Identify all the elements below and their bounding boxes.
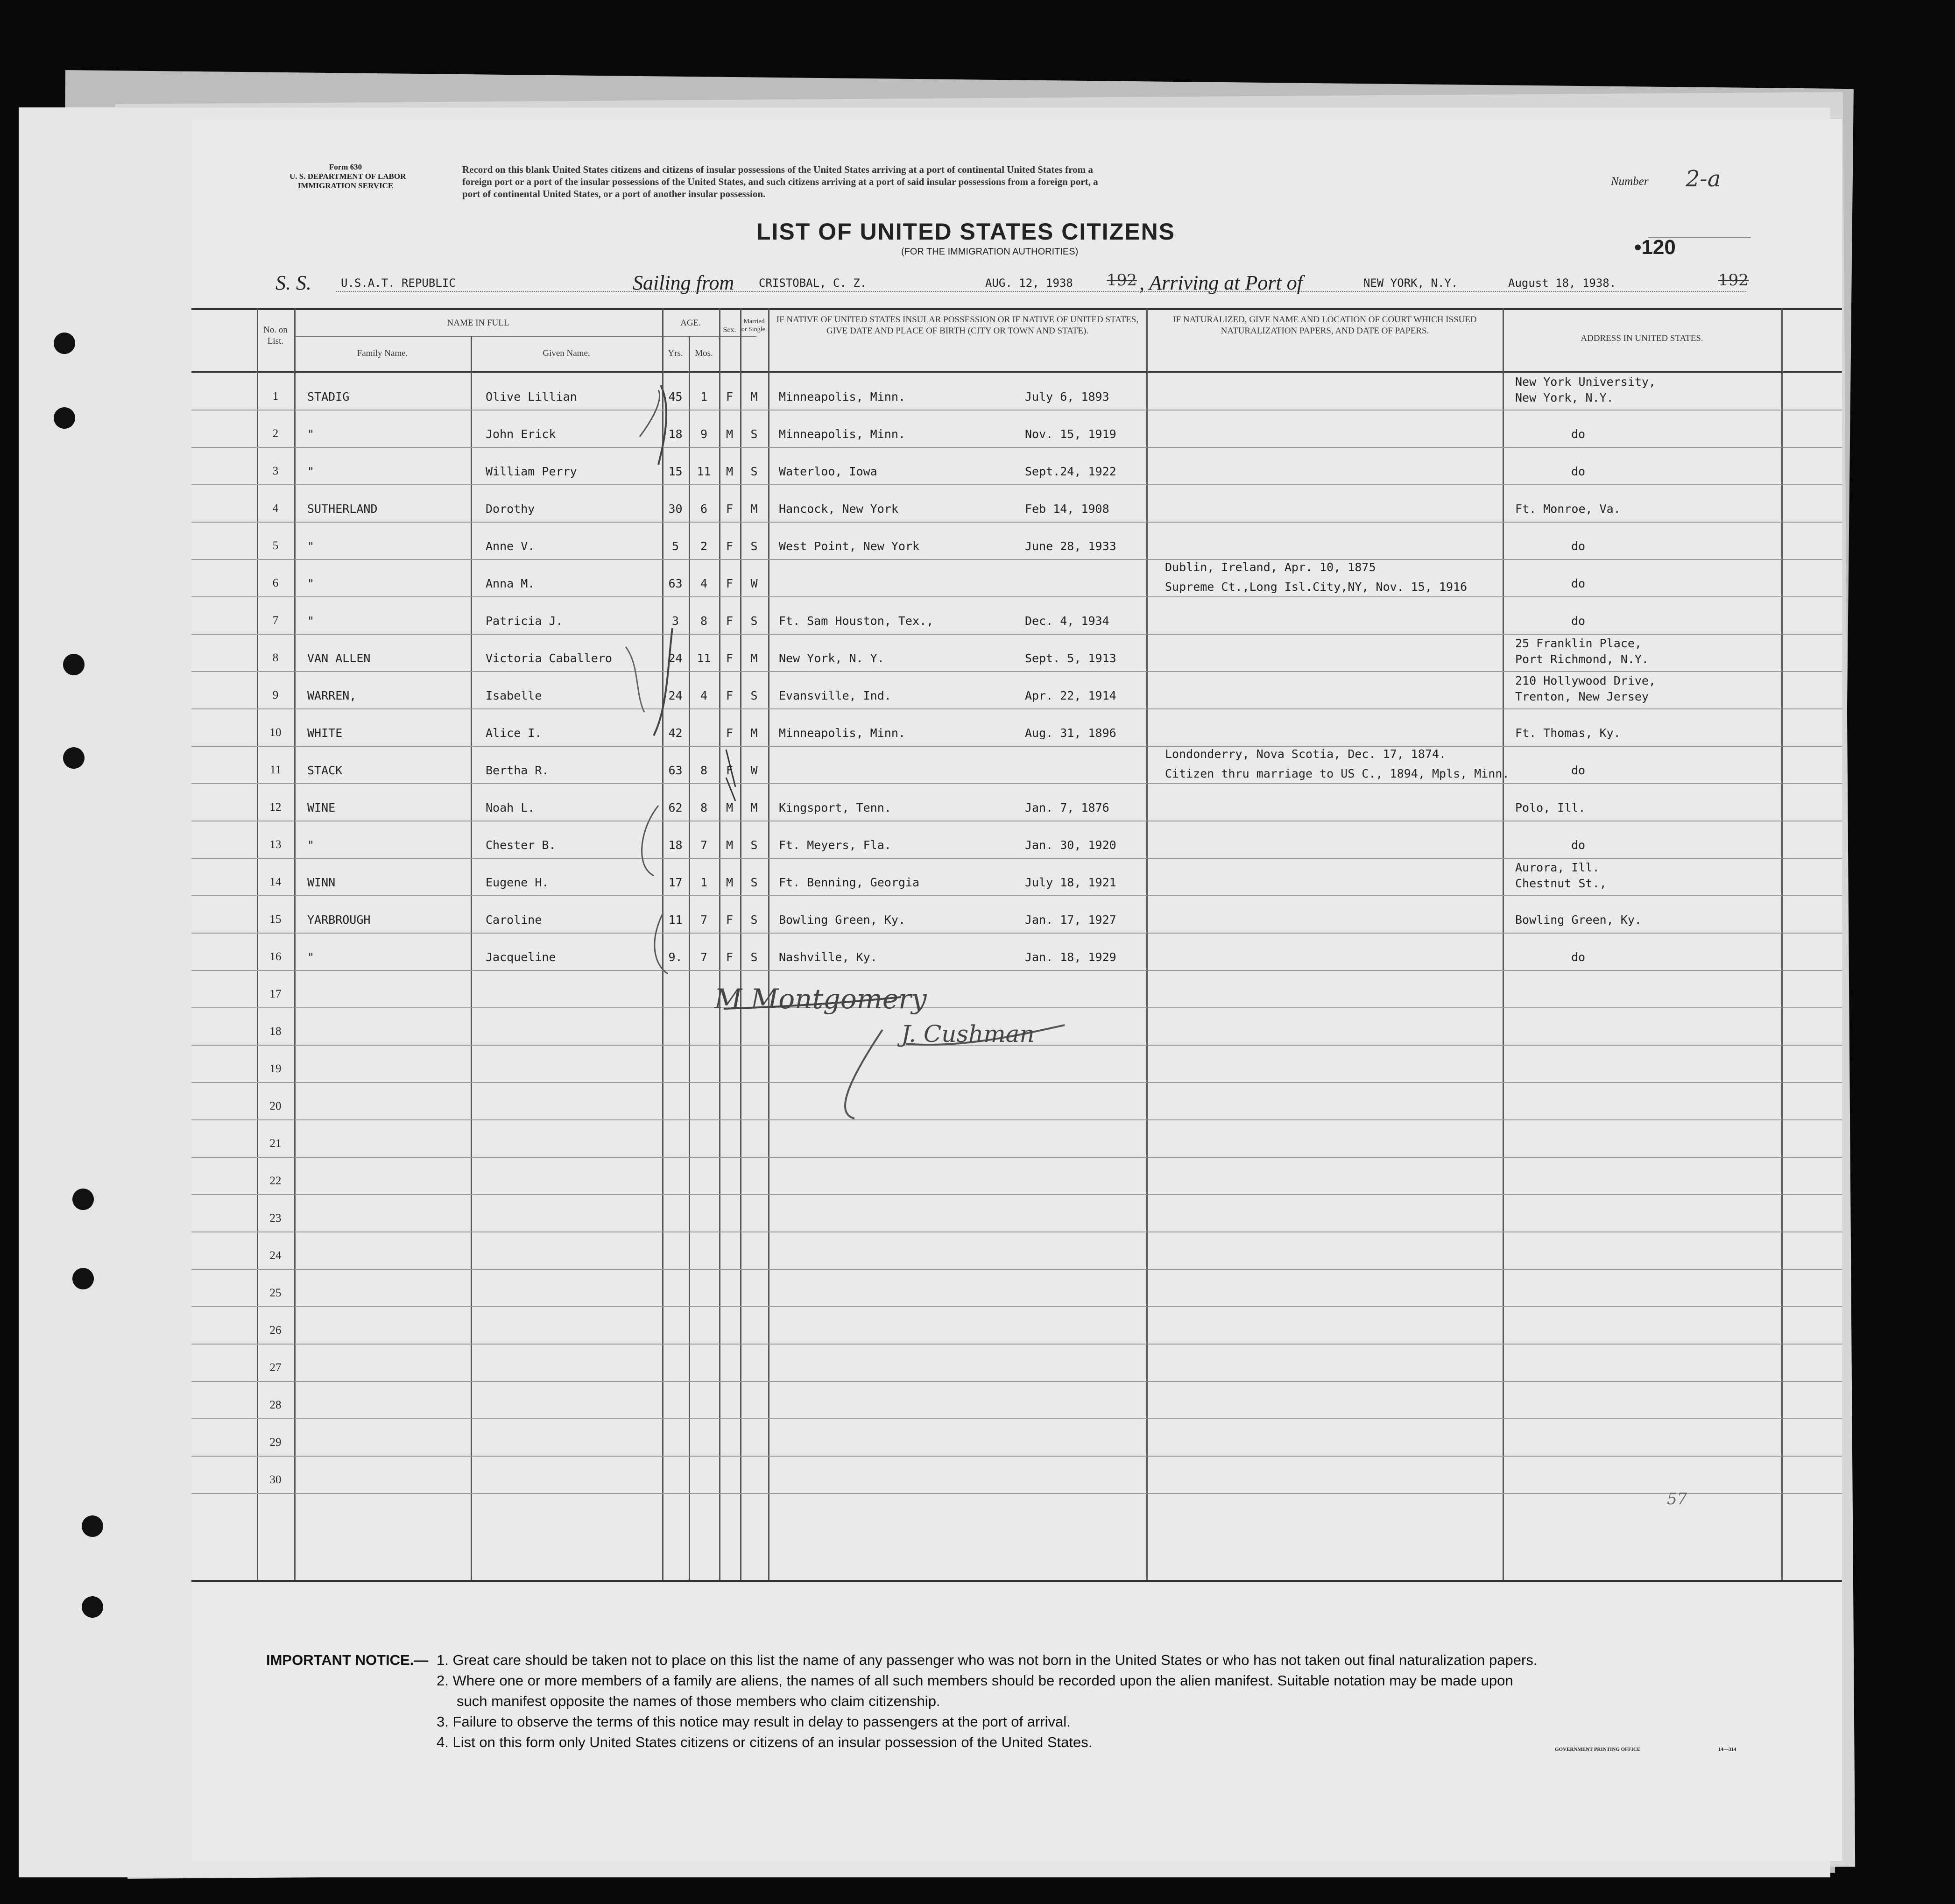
struck-year: 192: [1107, 271, 1137, 290]
row-number: 22: [269, 1175, 282, 1187]
col-header-birth: IF NATIVE OF UNITED STATES INSULAR POSSESSION OR IF NATIVE OF UNITED STATES, GIVE DATE AND PLACE OF BIRTH (CITY OR TOWN AND STATE).: [776, 315, 1139, 336]
age-years: 30: [668, 502, 683, 516]
marital-status: W: [750, 577, 758, 590]
given-name: Chester B.: [486, 838, 556, 852]
sex: F: [726, 913, 734, 927]
birth-place: Nashville, Ky.: [779, 950, 877, 964]
row-number: 28: [269, 1399, 282, 1411]
age-years: 24: [668, 689, 683, 702]
sex: F: [726, 726, 734, 740]
marital-status: S: [750, 689, 758, 702]
address-line-2: New York, N.Y.: [1515, 391, 1614, 404]
naturalization-origin: Dublin, Ireland, Apr. 10, 1875: [1165, 560, 1376, 574]
row-number: 14: [269, 876, 282, 888]
birth-date: Feb 14, 1908: [1025, 502, 1109, 516]
address-line-1: do: [1571, 465, 1586, 478]
row-number: 29: [269, 1436, 282, 1449]
row-number: 4: [272, 502, 279, 515]
row-number: 1: [272, 390, 279, 403]
marital-status: S: [750, 913, 758, 927]
address-line-1: New York University,: [1515, 375, 1656, 389]
row-number: 10: [269, 726, 282, 739]
instruction-line: foreign port or a port of the insular possessions of the United States, and such citizens arriving at a port of said insular possessions from a foreign port, a: [462, 176, 1098, 187]
given-name: Jacqueline: [486, 950, 556, 964]
age-years: 9.: [668, 950, 683, 964]
sex: M: [726, 465, 734, 478]
family-name: WHITE: [307, 726, 343, 740]
sex: F: [726, 614, 734, 628]
col-header-address: ADDRESS IN UNITED STATES.: [1581, 333, 1703, 343]
binder-hole: [82, 1515, 103, 1537]
age-years: 17: [668, 876, 683, 889]
birth-date: Jan. 30, 1920: [1025, 838, 1116, 852]
page-number: •120: [1634, 236, 1676, 259]
family-name: ": [307, 427, 315, 441]
col-header-married: Married or Single.: [741, 318, 767, 333]
family-name: ": [307, 838, 315, 852]
sex: M: [726, 876, 734, 889]
sex: F: [726, 689, 734, 702]
given-name: Isabelle: [486, 689, 542, 702]
sex: F: [726, 651, 734, 665]
birth-place: West Point, New York: [779, 539, 920, 553]
birth-place: Kingsport, Tenn.: [779, 801, 891, 814]
age-years: 15: [668, 465, 683, 478]
family-name: ": [307, 950, 315, 964]
col-header-naturalized: IF NATURALIZED, GIVE NAME AND LOCATION OF COURT WHICH ISSUED NATURALIZATION PAPERS, AND DATE OF PAPERS.: [1173, 315, 1477, 336]
row-number: 8: [272, 651, 279, 664]
given-name: Noah L.: [486, 801, 535, 814]
birth-place: Waterloo, Iowa: [779, 465, 877, 478]
address-line-1: Ft. Monroe, Va.: [1515, 502, 1621, 516]
col-header-sex: Sex.: [723, 326, 736, 334]
birth-date: Jan. 17, 1927: [1025, 913, 1116, 927]
row-number: 11: [269, 764, 282, 776]
marital-status: M: [750, 801, 758, 814]
age-months: 8: [700, 614, 708, 628]
marital-status: W: [750, 764, 758, 777]
given-name: Olive Lillian: [486, 390, 577, 403]
col-header-mos: Mos.: [695, 348, 713, 358]
notice-item: such manifest opposite the names of those members who claim citizenship.: [457, 1693, 940, 1709]
binder-hole: [63, 654, 85, 675]
birth-date: Sept.24, 1922: [1025, 465, 1116, 478]
marital-status: S: [750, 950, 758, 964]
address-line-1: Polo, Ill.: [1515, 801, 1586, 814]
row-number: 12: [269, 801, 282, 814]
age-months: 7: [700, 950, 708, 964]
binder-hole: [63, 747, 85, 769]
arriving-label: , Arriving at Port of: [1139, 271, 1303, 294]
age-months: 9: [700, 427, 708, 441]
given-name: Eugene H.: [486, 876, 549, 889]
age-months: 11: [697, 651, 711, 665]
address-line-1: do: [1571, 427, 1586, 441]
binder-hole: [54, 333, 75, 354]
row-number: 23: [269, 1212, 282, 1225]
col-header-name: NAME IN FULL: [447, 318, 509, 328]
address-line-2: Chestnut St.,: [1515, 877, 1607, 890]
marital-status: S: [750, 427, 758, 441]
given-name: Caroline: [486, 913, 542, 927]
instruction-line: Record on this blank United States citizens and citizens of insular possessions of the United States arriving at a port of continental United States from a: [462, 164, 1093, 175]
sail-date: AUG. 12, 1938: [985, 276, 1073, 290]
row-number: 19: [269, 1062, 282, 1075]
from-port: CRISTOBAL, C. Z.: [759, 276, 867, 290]
birth-date: Jan. 7, 1876: [1025, 801, 1109, 814]
row-number: 3: [272, 465, 279, 477]
age-months: 1: [700, 876, 708, 889]
address-line-1: 210 Hollywood Drive,: [1515, 674, 1656, 687]
age-months: 6: [700, 502, 708, 516]
marital-status: M: [750, 651, 758, 665]
family-name: WARREN,: [307, 689, 357, 702]
age-months: 11: [697, 465, 711, 478]
department: U. S. DEPARTMENT OF LABOR: [289, 172, 406, 181]
page-title: LIST OF UNITED STATES CITIZENS: [756, 219, 1176, 245]
ship-name: U.S.A.T. REPUBLIC: [341, 276, 456, 290]
address-line-1: do: [1571, 577, 1586, 590]
birth-date: June 28, 1933: [1025, 539, 1116, 553]
list-number: 2-a: [1686, 166, 1721, 192]
row-number: 21: [269, 1137, 282, 1150]
row-number: 25: [269, 1287, 282, 1299]
birth-place: Minneapolis, Minn.: [779, 427, 905, 441]
gpo-label: GOVERNMENT PRINTING OFFICE: [1555, 1747, 1641, 1752]
col-header-age: AGE.: [680, 318, 701, 328]
birth-place: Ft. Sam Houston, Tex.,: [779, 614, 934, 628]
age-years: 62: [668, 801, 683, 814]
birth-date: July 6, 1893: [1025, 390, 1109, 403]
row-number: 13: [269, 838, 282, 851]
marital-status: M: [750, 726, 758, 740]
address-line-1: do: [1571, 950, 1586, 964]
marital-status: S: [750, 838, 758, 852]
marital-status: S: [750, 539, 758, 553]
age-years: 63: [668, 764, 683, 777]
number-label: Number: [1611, 175, 1649, 188]
service-name: IMMIGRATION SERVICE: [297, 181, 394, 190]
sex: M: [726, 427, 734, 441]
address-line-1: Aurora, Ill.: [1515, 861, 1600, 874]
birth-date: Dec. 4, 1934: [1025, 614, 1109, 628]
col-header-given: Given Name.: [543, 348, 590, 358]
sailing-label: Sailing from: [633, 271, 734, 294]
age-years: 63: [668, 577, 683, 590]
sex: F: [726, 502, 734, 516]
address-line-2: Trenton, New Jersey: [1515, 690, 1649, 703]
row-number: 26: [269, 1324, 282, 1337]
row-number: 6: [272, 577, 279, 589]
row-number: 17: [269, 988, 282, 1000]
address-line-1: do: [1571, 838, 1586, 852]
naturalization-origin: Londonderry, Nova Scotia, Dec. 17, 1874.: [1165, 747, 1447, 761]
page-subtitle: (FOR THE IMMIGRATION AUTHORITIES): [901, 247, 1079, 257]
family-name: ": [307, 614, 315, 628]
given-name: John Erick: [486, 427, 556, 441]
arrival-port: NEW YORK, N.Y.: [1363, 276, 1458, 290]
notice-item: 3. Failure to observe the terms of this notice may result in delay to passengers at the port of arrival.: [437, 1713, 1071, 1730]
marital-status: S: [750, 876, 758, 889]
binder-hole: [82, 1596, 103, 1618]
inspector-signature: M Montgomery: [714, 983, 927, 1015]
ss-label: S. S.: [275, 271, 311, 294]
notice-item: 4. List on this form only United States citizens or citizens of an insular possession of the United States.: [437, 1734, 1093, 1750]
given-name: William Perry: [486, 465, 577, 478]
col-header-yrs: Yrs.: [668, 348, 683, 358]
row-number: 15: [269, 913, 282, 926]
notice-item: 2. Where one or more members of a family are aliens, the names of all such members should be recorded upon the alien manifest. Suitable notation may be made upon: [437, 1672, 1513, 1689]
row-number: 30: [269, 1473, 282, 1486]
birth-place: Minneapolis, Minn.: [779, 726, 905, 740]
age-months: 8: [700, 801, 708, 814]
birth-place: Ft. Benning, Georgia: [779, 876, 920, 889]
family-name: WINE: [307, 801, 336, 814]
row-number: 7: [272, 614, 279, 627]
page-annotation: 57: [1667, 1490, 1687, 1508]
birth-place: Evansville, Ind.: [779, 689, 891, 702]
row-number: 9: [272, 689, 279, 701]
family-name: STADIG: [307, 390, 350, 403]
form-number: Form 630: [329, 163, 362, 171]
birth-place: Hancock, New York: [779, 502, 898, 516]
sex: M: [726, 838, 734, 852]
row-number: 2: [272, 427, 279, 440]
age-years: 5: [671, 539, 679, 553]
age-months: 4: [700, 689, 708, 702]
col-header-family: Family Name.: [357, 348, 408, 358]
address-line-2: Port Richmond, N.Y.: [1515, 652, 1649, 666]
handwritten-marks: [191, 119, 1842, 1861]
inspector-signature-2: J. Cushman: [901, 1020, 1035, 1048]
age-months: 4: [700, 577, 708, 590]
birth-place: Bowling Green, Ky.: [779, 913, 905, 927]
struck-year-2: 192: [1718, 271, 1749, 290]
given-name: Patricia J.: [486, 614, 563, 628]
marital-status: M: [750, 390, 758, 403]
family-name: YARBROUGH: [307, 913, 371, 927]
family-name: ": [307, 465, 315, 478]
family-name: VAN ALLEN: [307, 651, 371, 665]
marital-status: S: [750, 614, 758, 628]
family-name: SUTHERLAND: [307, 502, 378, 516]
naturalization-court: Citizen thru marriage to US C., 1894, Mpls, Minn.: [1165, 767, 1510, 780]
age-years: 45: [668, 390, 683, 403]
given-name: Dorothy: [486, 502, 535, 516]
notice-item: 1. Great care should be taken not to place on this list the name of any passenger who was not born in the United States or who has not taken out final naturalization papers.: [437, 1652, 1538, 1668]
naturalization-court: Supreme Ct.,Long Isl.City,NY, Nov. 15, 1916: [1165, 580, 1468, 594]
sex: F: [726, 390, 734, 403]
sex: F: [726, 764, 734, 777]
birth-date: July 18, 1921: [1025, 876, 1116, 889]
given-name: Bertha R.: [486, 764, 549, 777]
birth-place: Ft. Meyers, Fla.: [779, 838, 891, 852]
family-name: STACK: [307, 764, 343, 777]
birth-date: Sept. 5, 1913: [1025, 651, 1116, 665]
age-months: 1: [700, 390, 708, 403]
instruction-line: port of continental United States, or a port of another insular possession.: [462, 188, 766, 199]
age-months: 2: [700, 539, 708, 553]
binder-hole: [72, 1189, 94, 1210]
given-name: Anne V.: [486, 539, 535, 553]
age-years: 18: [668, 838, 683, 852]
age-years: 24: [668, 651, 683, 665]
row-number: 18: [269, 1025, 282, 1038]
family-name: ": [307, 577, 315, 590]
binder-hole: [72, 1268, 94, 1289]
row-number: 5: [272, 539, 279, 552]
address-line-1: Ft. Thomas, Ky.: [1515, 726, 1621, 740]
given-name: Victoria Caballero: [486, 651, 612, 665]
binder-hole: [54, 407, 75, 429]
row-number: 16: [269, 950, 282, 963]
marital-status: M: [750, 502, 758, 516]
notice-lead: IMPORTANT NOTICE.—: [266, 1652, 429, 1668]
sex: F: [726, 539, 734, 553]
address-line-1: do: [1571, 539, 1586, 553]
address-line-1: Bowling Green, Ky.: [1515, 913, 1642, 927]
birth-date: Apr. 22, 1914: [1025, 689, 1116, 702]
age-months: 7: [700, 838, 708, 852]
family-name: WINN: [307, 876, 336, 889]
age-months: 7: [700, 913, 708, 927]
birth-place: New York, N. Y.: [779, 651, 884, 665]
birth-date: Nov. 15, 1919: [1025, 427, 1116, 441]
gpo-code: 14—314: [1718, 1747, 1736, 1752]
row-number: 27: [269, 1361, 282, 1374]
birth-date: Jan. 18, 1929: [1025, 950, 1116, 964]
sex: F: [726, 577, 734, 590]
row-number: 20: [269, 1100, 282, 1112]
family-name: ": [307, 539, 315, 553]
age-years: 18: [668, 427, 683, 441]
marital-status: S: [750, 465, 758, 478]
age-years: 42: [668, 726, 683, 740]
birth-place: Minneapolis, Minn.: [779, 390, 905, 403]
arrival-date: August 18, 1938.: [1508, 276, 1616, 290]
age-years: 11: [668, 913, 683, 927]
sex: F: [726, 950, 734, 964]
address-line-1: do: [1571, 764, 1586, 777]
sex: M: [726, 801, 734, 814]
address-line-1: 25 Franklin Place,: [1515, 637, 1642, 650]
given-name: Alice I.: [486, 726, 542, 740]
col-header-no: No. on List.: [263, 325, 288, 346]
address-line-1: do: [1571, 614, 1586, 628]
age-months: 8: [700, 764, 708, 777]
birth-date: Aug. 31, 1896: [1025, 726, 1116, 740]
age-years: 3: [671, 614, 679, 628]
citizens-list-form: [191, 119, 1842, 1861]
row-number: 24: [269, 1249, 282, 1262]
given-name: Anna M.: [486, 577, 535, 590]
